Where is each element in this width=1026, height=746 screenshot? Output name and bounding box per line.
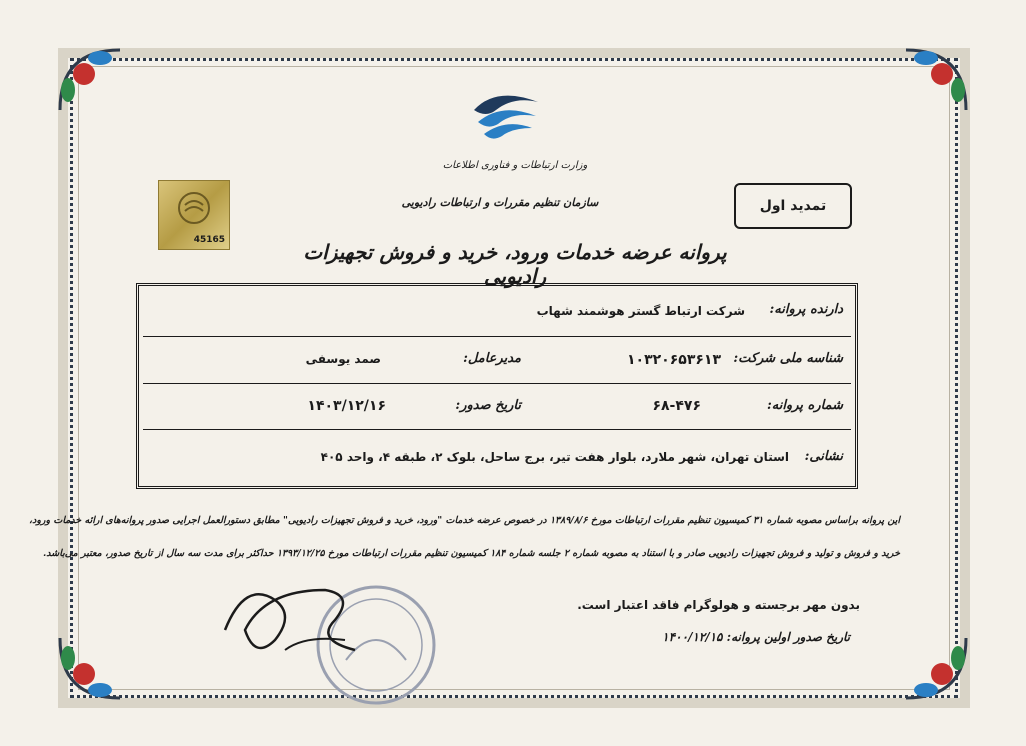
national-id-value: ۱۰۳۲۰۶۵۳۶۱۳ xyxy=(627,352,721,368)
license-info-table xyxy=(136,283,858,489)
signature-icon xyxy=(215,560,365,670)
corner-ornament-icon xyxy=(50,40,128,118)
cra-logo-icon xyxy=(466,86,546,146)
corner-ornament-icon xyxy=(898,40,976,118)
address-row xyxy=(143,429,851,486)
ceo-value: صمد یوسفی xyxy=(305,352,381,366)
license-number-row xyxy=(143,383,851,430)
issue-date-value: ۱۴۰۳/۱۲/۱۶ xyxy=(307,398,386,414)
organization-name: سازمان تنظیم مقررات و ارتباطات رادیویی xyxy=(401,196,599,209)
ministry-name: وزارت ارتباطات و فناوری اطلاعات xyxy=(442,160,588,171)
first-issue-value: ۱۴۰۰/۱۲/۱۵ xyxy=(662,630,723,644)
address-value: استان تهران، شهر ملارد، بلوار هفت تیر، برج ساحل، بلوک ۲، طبقه ۴، واحد ۴۰۵ xyxy=(320,450,789,464)
holder-label: دارنده پروانه: xyxy=(769,302,843,317)
holder-row xyxy=(143,286,851,337)
issue-date-label: تاریخ صدور: xyxy=(455,398,521,413)
legal-paragraph-2: خرید و فروش و تولید و فروش تجهیزات رادیویی صادر و با استناد به مصوبه شماره ۲ جلسه شماره ۱۸۴ کمیسیون تنظیم مقررات ارتباطات مورخ ۱۳۹۳/۱۲/۲۵ حداکثر برای مدت سه سال از تاریخ صدور، معتبر می‌باشد. xyxy=(42,548,900,559)
hologram-number: 45165 xyxy=(193,235,225,245)
address-label: نشانی: xyxy=(804,449,843,464)
legal-paragraph-1: این پروانه براساس مصوبه شماره ۳۱ کمیسیون تنظیم مقررات ارتباطات مورخ ۱۳۸۹/۸/۶ در خصوص عرضه خدمات "ورود، خرید و فروش تجهیزات رادیویی" مطابق دستورالعمل اجرایی صدور پروانه‌های ارائه خدمات ورود، xyxy=(29,515,900,526)
hologram-emblem-icon xyxy=(177,191,211,225)
national-id-label: شناسه ملی شرکت: xyxy=(733,351,843,366)
license-number-value: ۶۸-۴۷۶ xyxy=(652,398,701,414)
holder-value: شرکت ارتباط گستر هوشمند شهاب xyxy=(536,304,745,318)
first-issue-label: تاریخ صدور اولین پروانه: xyxy=(726,630,850,644)
renewal-badge: تمدید اول xyxy=(734,183,852,229)
hologram-sticker xyxy=(158,180,230,250)
national-id-row xyxy=(143,336,851,384)
validity-note: بدون مهر برجسته و هولوگرام فاقد اعتبار است. xyxy=(577,598,860,612)
first-issue-date xyxy=(560,630,850,644)
corner-ornament-icon xyxy=(50,630,128,708)
license-number-label: شماره پروانه: xyxy=(766,398,843,413)
corner-ornament-icon xyxy=(898,630,976,708)
ceo-label: مدیرعامل: xyxy=(463,351,521,366)
certificate-title: پروانه عرضه خدمات ورود، خرید و فروش تجهیزات رادیویی xyxy=(303,240,727,288)
